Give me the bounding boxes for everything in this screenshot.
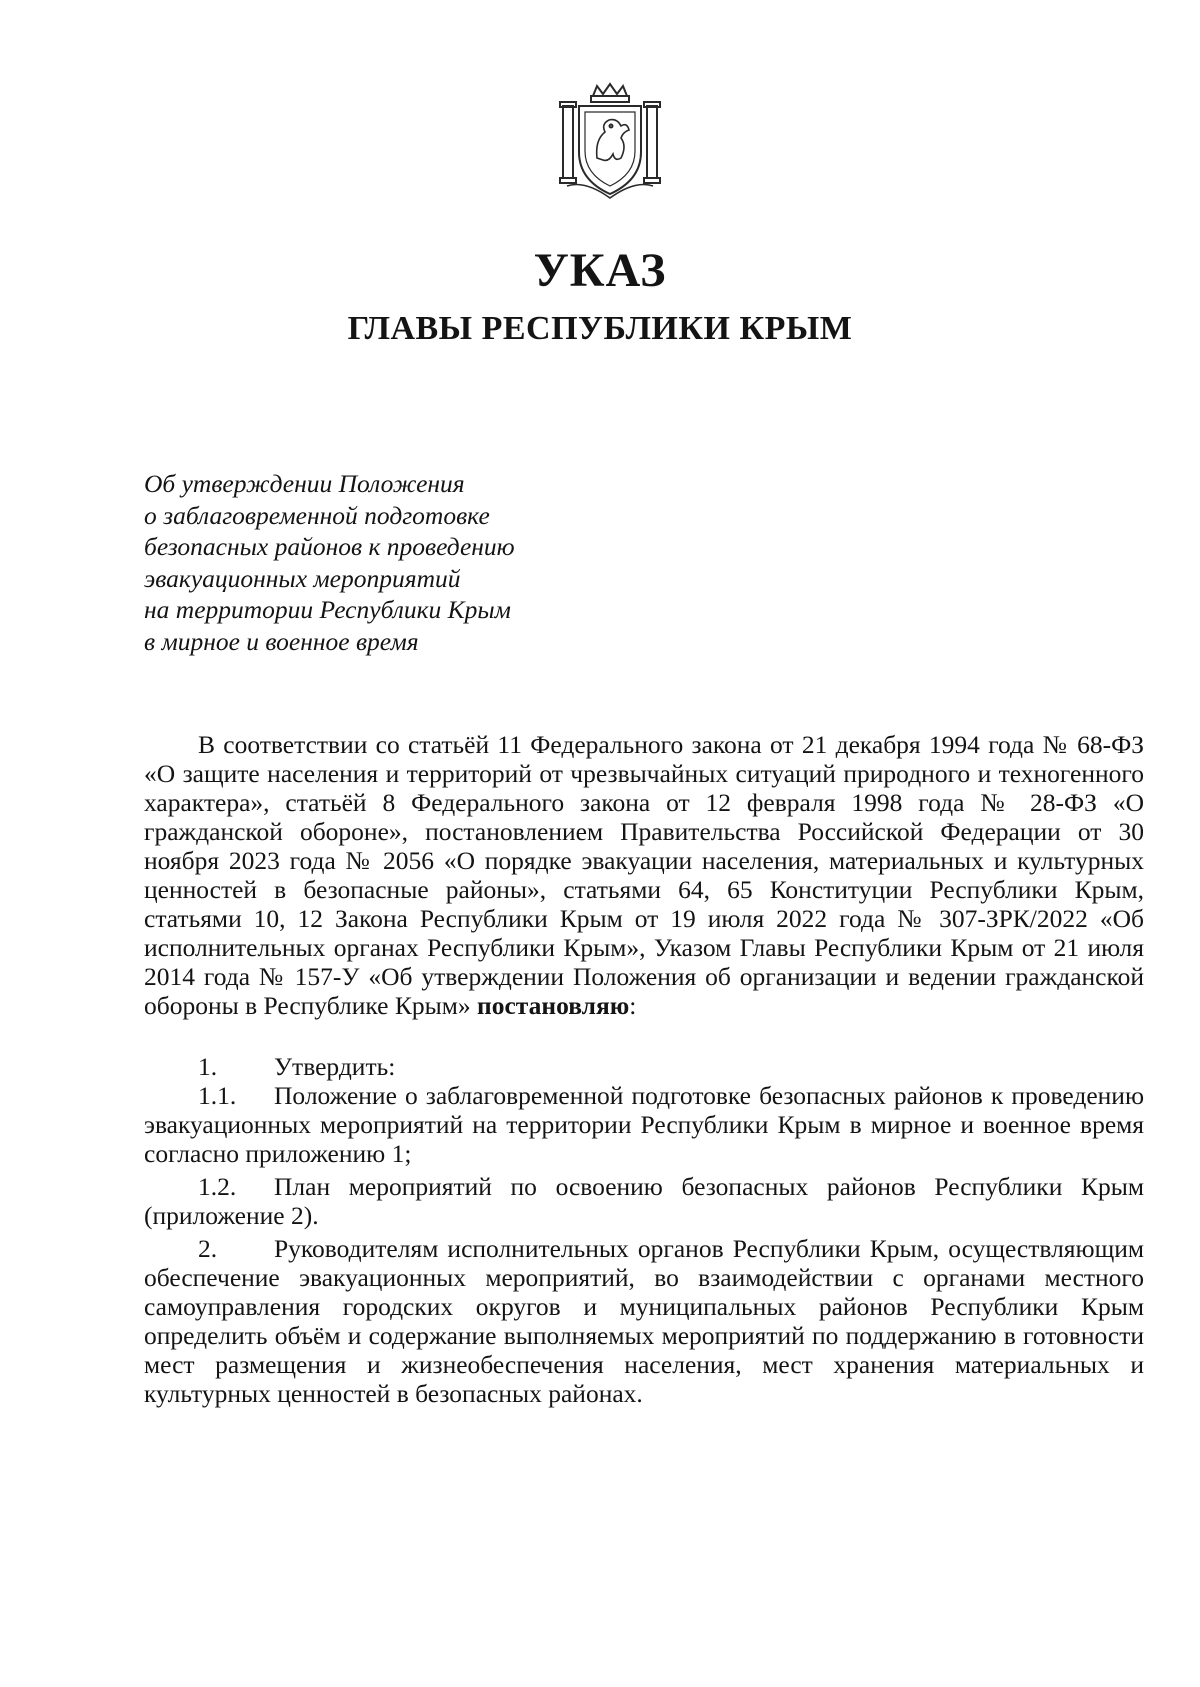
decree-word: постановляю [477,991,630,1020]
clause-1 [144,1052,1144,1081]
subject-line: в мирное и военное время [144,626,419,656]
document-subtitle: ГЛАВЫ РЕСПУБЛИКИ КРЫМ [347,310,853,347]
clause-number: 1.2. [198,1172,237,1201]
clause-text: Положение о заблаговременной подготовке безопасных районов к проведению эвакуационных мероприятий на территории Республики Крым в мирное и военное время согласно приложению 1; [144,1081,1144,1168]
subject-line: о заблаговременной подготовке [144,500,490,530]
subject-line: безопасных районов к проведению [144,532,515,561]
clause-1-1 [144,1081,1144,1168]
preamble-paragraph [144,730,1144,1020]
clause-text: Руководителям исполнительных органов Республики Крым, осуществляющим обеспечение эвакуационных мероприятий, во взаимодействии с органами местного самоуправления городских округов и муниципальных районов Республики Крым определить объём и содержание выполняемых мероприятий по поддержанию в готовности мест размещения и жизнеобеспечения населения, мест хранения материальных и культурных ценностей в безопасных районах. [144,1234,1144,1408]
clause-number: 1.1. [198,1081,237,1110]
decree-punct: : [629,991,637,1020]
crimea-coat-of-arms-icon [555,82,665,202]
subject-line: эвакуационных мероприятий [144,563,461,593]
clause-text: Утвердить: [274,1052,396,1081]
clause-2 [144,1234,1144,1408]
clause-number: 2. [198,1234,218,1263]
clause-number: 1. [198,1052,218,1081]
preamble-text: В соответствии со статьёй 11 Федерального закона от 21 декабря 1994 года № 68-ФЗ «О защите населения и территорий от чрезвычайных ситуаций природного и техногенного характера», статьёй 8 Федерального закона от 12 февраля 1998 года № 28-ФЗ «О гражданской обороне», постановлением Правительства Российской Федерации от 30 ноября 2023 года № 2056 «О порядке эвакуации населения, материальных и культурных ценностей в безопасные районы», статьями 64, 65 Конституции Республики Крым, статьями 10, 12 Закона Республики Крым от 19 июля 2022 года № 307-ЗРК/2022 «Об исполнительных органах Республики Крым», Указом Главы Республики Крым от 21 июля 2014 года № 157-У «Об утверждении Положения об организации и ведении гражданской обороны в Республике Крым» [144,730,1144,1020]
clause-text: План мероприятий по освоению безопасных районов Республики Крым (приложение 2). [144,1172,1144,1230]
clause-1-2 [144,1172,1144,1230]
document-title: УКАЗ [533,244,667,297]
decree-subject [144,468,515,657]
subject-line: на территории Республики Крым [144,595,511,624]
subject-line: Об утверждении Положения [144,469,465,498]
document-body [144,730,1144,1408]
